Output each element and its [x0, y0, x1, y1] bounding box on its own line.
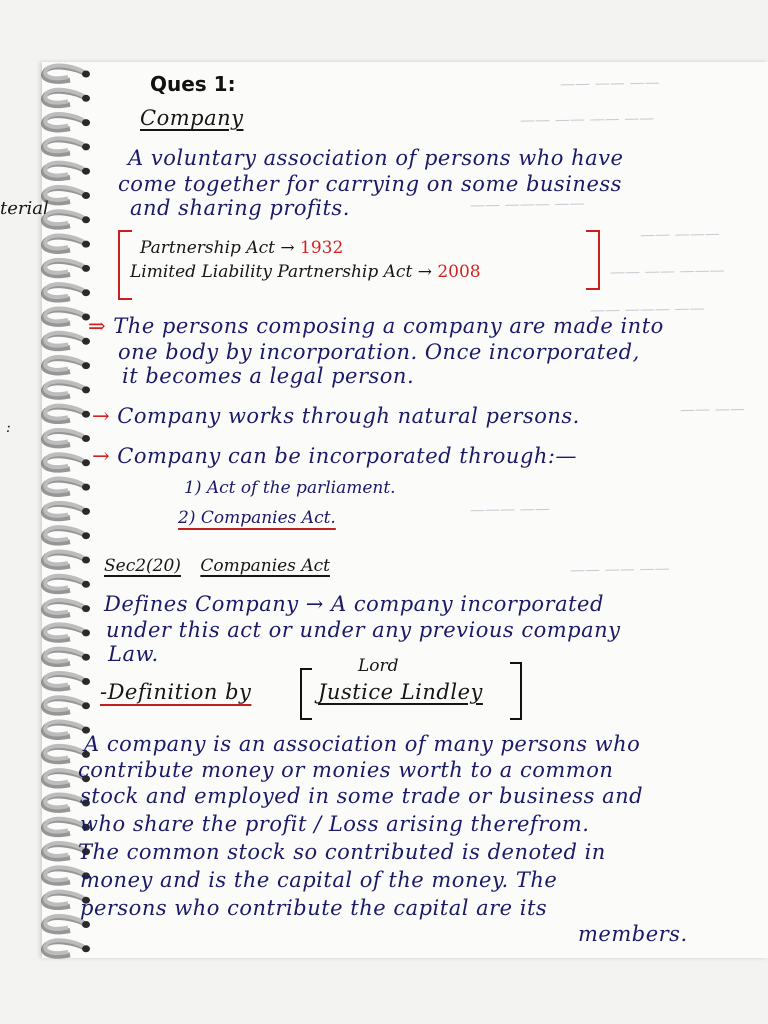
spiral-coil	[43, 381, 90, 397]
spiral-coil	[43, 454, 90, 470]
bleed-through: —— —— —— —— —— —— —— —— ——— —— —— ——— —— —— ——— —— ——— —— —— —— ——— —— —— —— ——	[469, 73, 745, 579]
act-arrow: →	[280, 238, 295, 258]
lindley-line: The common stock so contributed is denoted in	[78, 840, 606, 864]
lindley-line: contribute money or monies worth to a common	[78, 758, 614, 782]
section-line: under this act or under any previous company	[106, 618, 621, 642]
lindley-name: Justice Lindley	[318, 680, 483, 704]
section-title: Companies Act	[200, 556, 330, 576]
spiral-coil	[43, 187, 90, 203]
lindley-line: stock and employed in some trade or business and	[80, 784, 644, 808]
spiral-coil	[43, 65, 90, 81]
lindley-line: who share the profit / Loss arising therefrom.	[80, 812, 590, 836]
spiral-coil	[43, 333, 90, 349]
incorporation-mode: 1) Act of the parliament.	[184, 478, 396, 498]
spiral-coil	[43, 940, 90, 956]
arrow-icon: →	[92, 404, 111, 428]
act-row	[140, 238, 343, 258]
point-line: → Company works through natural persons.	[92, 404, 580, 428]
section-line: Law.	[108, 642, 159, 666]
spiral-coil	[43, 551, 90, 567]
act-row	[130, 262, 481, 282]
lindley-line: money and is the capital of the money. The	[80, 868, 558, 892]
definition-line: and sharing profits.	[130, 196, 350, 220]
spiral-coil	[43, 673, 90, 689]
spiral-coil	[43, 114, 90, 130]
margin-fragment: :	[6, 420, 11, 436]
act-year: 1932	[300, 238, 344, 258]
spiral-coil	[43, 260, 90, 276]
company-heading: Company	[140, 106, 244, 130]
spiral-coil	[43, 624, 90, 640]
point-line: → Company can be incorporated through:—	[92, 444, 578, 468]
spiral-coil	[43, 406, 90, 422]
margin-fragment: terial	[0, 198, 49, 219]
lindley-bracket-right	[510, 662, 522, 720]
spiral-coil	[43, 479, 90, 495]
spiral-coil	[43, 308, 90, 324]
lindley-line: persons who contribute the capital are its	[80, 896, 548, 920]
question-heading: Ques 1:	[150, 72, 236, 96]
spiral-coil	[43, 527, 90, 543]
point-line: ⇒ The persons composing a company are made into	[88, 314, 664, 338]
point-line: it becomes a legal person.	[122, 364, 415, 388]
spiral-coil	[43, 284, 90, 300]
lindley-title-small: Lord	[358, 656, 399, 676]
spiral-coil	[43, 357, 90, 373]
act-name: Partnership Act	[140, 238, 275, 258]
spiral-coil	[43, 138, 90, 154]
spiral-coil	[43, 503, 90, 519]
spiral-coil	[43, 211, 90, 227]
point-line: one body by incorporation. Once incorporated,	[118, 340, 640, 364]
definition-line: A voluntary association of persons who have	[128, 146, 624, 170]
spiral-coil	[43, 576, 90, 592]
lindley-bracket-left	[300, 668, 312, 720]
section-ref: Sec2(20)	[104, 556, 181, 576]
red-bracket-right	[586, 230, 600, 290]
lindley-line: A company is an association of many persons who	[84, 732, 641, 756]
arrow-icon: →	[92, 444, 111, 468]
definition-line: come together for carrying on some business	[118, 172, 622, 196]
arrow-icon: ⇒	[88, 314, 107, 338]
act-arrow: →	[417, 262, 432, 282]
spiral-coil	[43, 163, 90, 179]
section-line: Defines Company → A company incorporated	[104, 592, 604, 616]
act-name: Limited Liability Partnership Act	[130, 262, 413, 282]
spiral-coil	[43, 600, 90, 616]
lindley-last: members.	[578, 922, 688, 946]
section-heading	[104, 556, 330, 576]
spiral-coil	[43, 697, 90, 713]
incorporation-mode: 2) Companies Act.	[178, 508, 336, 528]
act-year: 2008	[437, 262, 481, 282]
lindley-prefix: -Definition by	[100, 680, 252, 704]
spiral-coil	[43, 430, 90, 446]
spiral-coil	[43, 90, 90, 106]
spiral-coil	[43, 236, 90, 252]
spiral-coil	[43, 649, 90, 665]
